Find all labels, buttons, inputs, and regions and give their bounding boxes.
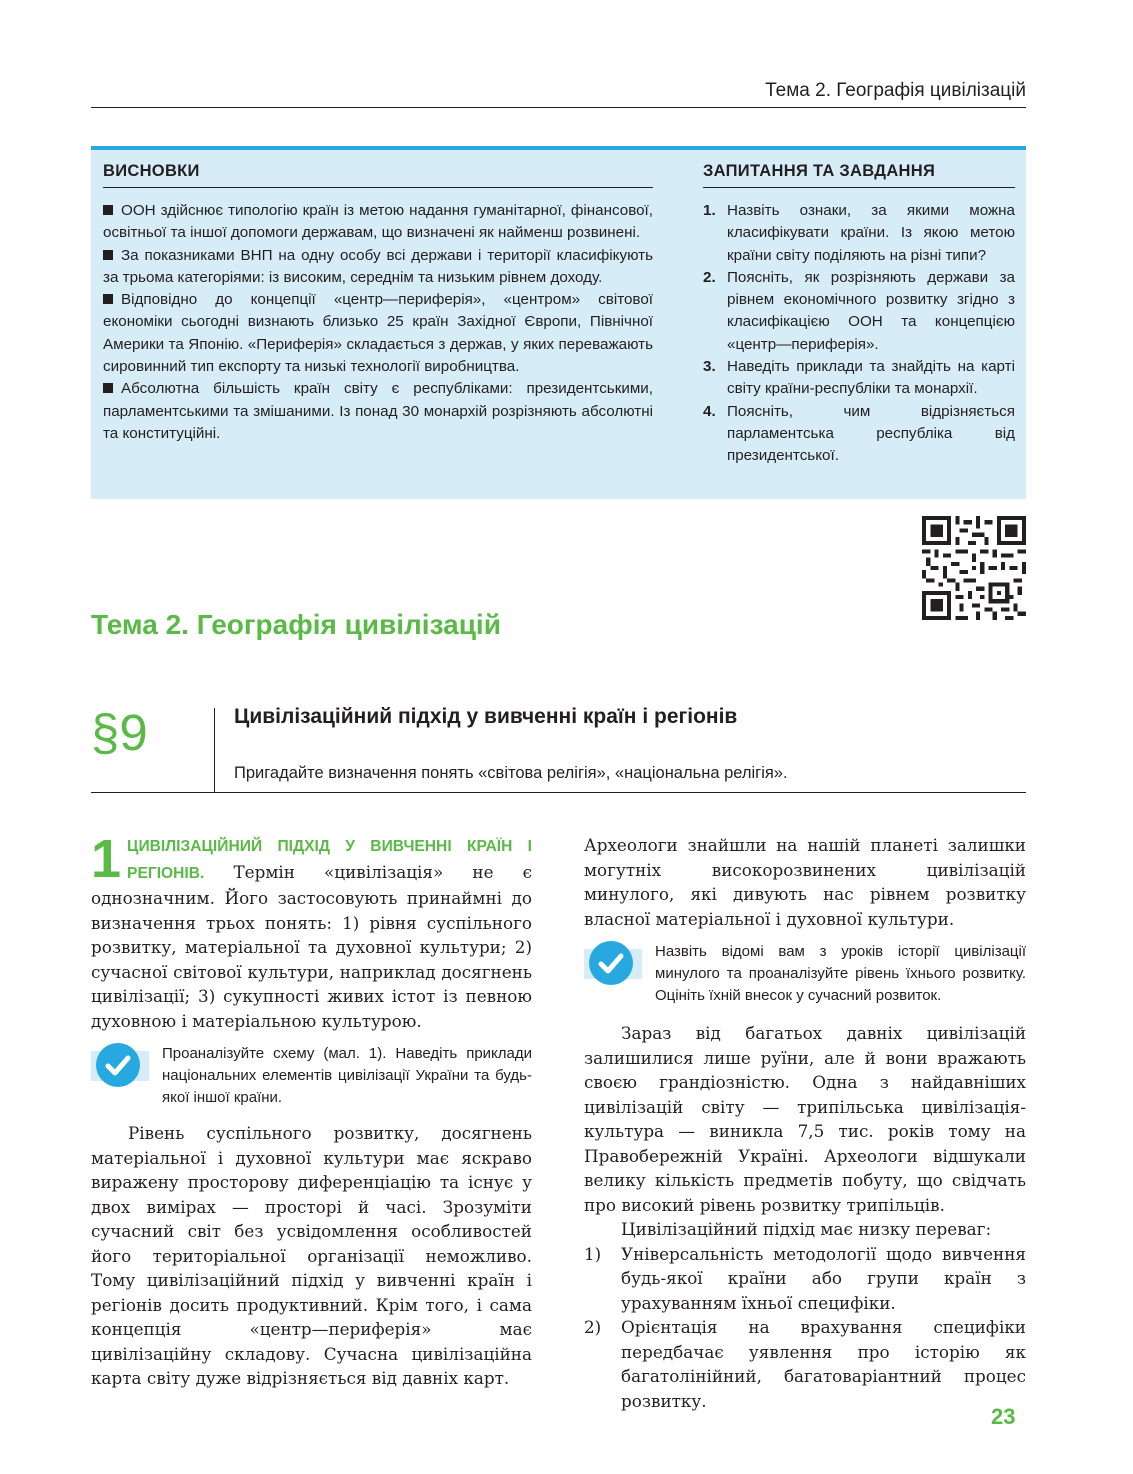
paragraph-number: §9 [91, 704, 148, 761]
body-paragraph: Археологи знайшли на нашій планеті залишки могутніх високорозвинених цивілізацій минулого, які дивують нас рівнем розвитку власної матеріальної і духовної культури. [584, 835, 1026, 929]
question-item: 2. Поясніть, як розрізняють держави за рівнем економічного розвитку згідно з класифікацією ООН та концепцією «центр—периферія». [703, 268, 1015, 353]
summary-title-rule [103, 187, 653, 188]
paragraph-divider [214, 708, 215, 792]
paragraph-rule [91, 792, 1026, 793]
check-icon [589, 941, 633, 985]
question-item: 1. Назвіть ознаки, за якими можна класифікувати країни. Із якою метою країни світу поділяють на різні типи? [703, 202, 1015, 264]
task-box [91, 1043, 532, 1109]
square-bullet-icon [103, 205, 113, 215]
advantages-list [584, 1242, 1026, 1414]
summary-item: Відповідно до концепції «центр—периферія», «центром» світової економіки сьогодні визнають близько 25 країн Західної Європи, Північної Америки та Японію. «Периферія» складається з держав, у яких переважають сировинний тип експорту та низькі технології виробництва. [103, 291, 653, 376]
summary-item: За показниками ВНП на одну особу всі держави і території класифікують за трьома категоріями: із високим, середнім та низьким рівнем доходу. [103, 246, 653, 286]
summary-list [103, 200, 653, 445]
question-item: 3. Наведіть приклади та знайдіть на карті світу країни-республіки та монархії. [703, 358, 1015, 398]
section-heading: ЦИВІЛІЗАЦІЙНИЙ ПІДХІД У ВИВЧЕННІ КРАЇН І РЕГІОНІВ. [127, 838, 532, 882]
right-column [584, 833, 1026, 1413]
recall-prompt: Пригадайте визначення понять «світова релігія», «національна релігія». [234, 764, 788, 782]
questions-list [703, 200, 1015, 468]
task-box [584, 941, 1026, 1007]
page-number: 23 [991, 1404, 1016, 1429]
question-item: 4. Поясніть, чим відрізняється парламентська республіка від президентської. [703, 402, 1015, 465]
qr-code-icon[interactable] [922, 516, 1026, 620]
section-intro: 1 ЦИВІЛІЗАЦІЙНИЙ ПІДХІД У ВИВЧЕННІ КРАЇН І РЕГІОНІВ. Термін «цивілізація» не є однозначним. Його застосовують принаймні до визначення трьох понять: 1) рівня суспільного розвитку, матеріальної та духовної культури; 2) сучасної світової культури, наприклад досягнень цивілізації; 3) сукупності живих істот із певною духовною і матеріальною культурою. [91, 829, 532, 1031]
left-column [91, 829, 532, 1391]
summary-title: ВИСНОВКИ [103, 162, 200, 180]
advantages-intro: Цивілізаційний підхід має низку переваг: [621, 1219, 992, 1239]
square-bullet-icon [103, 294, 113, 304]
running-header: Тема 2. Географія цивілізацій [765, 80, 1026, 101]
body-paragraph: Зараз від багатьох давніх цивілізацій залишилися лише руїни, але й вони вражають своєю грандіозністю. Одна з найдавніших цивілізацій світу — трипільська цивілізація-культура — виникла 7,5 тис. років тому на Правобережній Україні. Археологи відшукали велику кількість предметів побуту, що свідчать про високий рівень розвитку трипільців. [584, 1023, 1026, 1215]
square-bullet-icon [103, 250, 113, 260]
questions-title: ЗАПИТАННЯ ТА ЗАВДАННЯ [703, 162, 936, 180]
advantage-item: 2) Орієнтація на врахування специфіки передбачає уявлення про історію як багатолінійний, багатоваріантний процес розвитку. [584, 1317, 1026, 1411]
square-bullet-icon [103, 383, 113, 393]
summary-box [91, 146, 1026, 499]
task-text: Проаналізуйте схему (мал. 1). Наведіть приклади національних елементів цивілізації України та будь-якої іншої країни. [162, 1045, 532, 1106]
body-paragraph: Рівень суспільного розвитку, досягнень матеріальної і духовної культури має яскраво виражену просторову диференціацію та існує у двох вимірах — просторі й часі. Зрозуміти сучасний світ без усвідомлення особливостей його територіальної організації неможливо. Тому цивілізаційний підхід у вивченні країн і регіонів досить продуктивний. Крім того, і сама концепція «центр—периферія» має цивілізаційну складову. Сучасна цивілізаційна карта світу дуже відрізняється від давніх карт. [91, 1123, 532, 1388]
check-icon [96, 1043, 140, 1087]
paragraph-title: Цивілізаційний підхід у вивченні країн і регіонів [234, 705, 738, 728]
advantage-item: 1) Універсальність методології щодо вивчення будь-якої країни або групи країн з урахуванням їхньої специфіки. [584, 1243, 1026, 1313]
header-rule [91, 107, 1026, 108]
topic-title: Тема 2. Географія цивілізацій [91, 609, 501, 640]
questions-title-rule [703, 187, 1015, 188]
section-number: 1 [91, 829, 122, 889]
summary-item: ООН здійснює типологію країн із метою надання гуманітарної, фінансової, освітньої та іншої допомоги державам, що визначені як найменш розвинені. [103, 202, 653, 242]
task-text: Назвіть відомі вам з уроків історії цивілізації минулого та проаналізуйте рівень їхнього розвитку. Оцініть їхній внесок у сучасний розвиток. [655, 943, 1026, 1004]
summary-item: Абсолютна більшість країн світу є республіками: президентськими, парламентськими та змішаними. Із понад 30 монархій розрізняють абсолютні та конституційні. [103, 380, 653, 442]
